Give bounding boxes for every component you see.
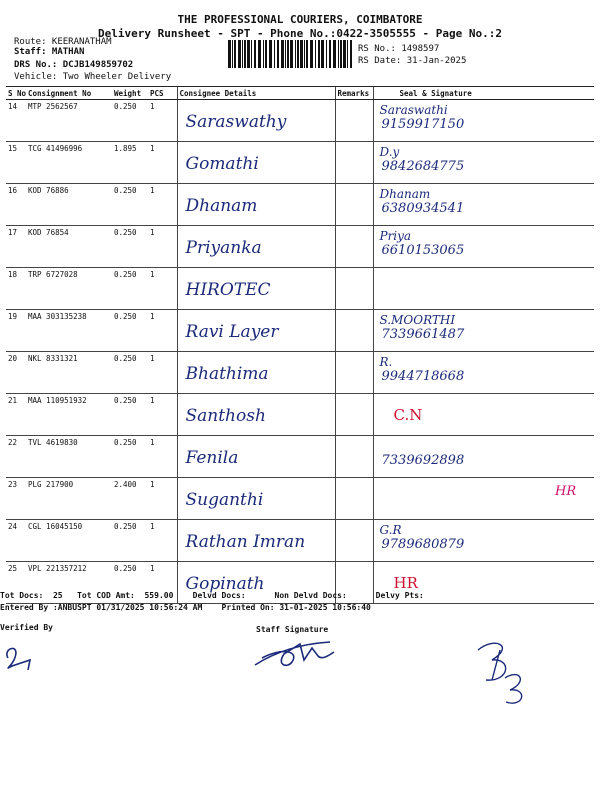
footer-signatures bbox=[0, 630, 600, 710]
row-pcs: 1 bbox=[148, 478, 177, 520]
row-consignee bbox=[177, 268, 335, 310]
row-pcs: 1 bbox=[148, 436, 177, 478]
row-remarks bbox=[335, 520, 373, 562]
row-consignee bbox=[177, 142, 335, 184]
row-weight: 0.250 bbox=[112, 394, 148, 436]
barcode-bar bbox=[238, 40, 241, 68]
barcode-bar bbox=[347, 40, 348, 68]
row-weight: 0.250 bbox=[112, 268, 148, 310]
col-header-weight: Weight bbox=[112, 87, 148, 100]
rs-date: RS Date: 31-Jan-2025 bbox=[358, 56, 467, 66]
row-signature bbox=[373, 310, 594, 352]
barcode-bar bbox=[263, 40, 264, 68]
signature-phone: 6380934541 bbox=[381, 201, 465, 216]
row-weight: 0.250 bbox=[112, 352, 148, 394]
signature-name: HR bbox=[393, 574, 418, 592]
verified-signature bbox=[7, 648, 30, 670]
row-sno: 24 bbox=[6, 520, 26, 562]
table-row bbox=[6, 268, 594, 310]
row-weight: 1.895 bbox=[112, 142, 148, 184]
barcode-bar bbox=[285, 40, 286, 68]
row-consignee bbox=[177, 394, 335, 436]
row-pcs: 1 bbox=[148, 268, 177, 310]
consignee-handwriting: Saraswathy bbox=[185, 112, 287, 132]
row-sno: 15 bbox=[6, 142, 26, 184]
staff-signature-label: Staff Signature bbox=[256, 625, 329, 634]
barcode-bar bbox=[254, 40, 256, 68]
barcode-bar bbox=[258, 40, 261, 68]
barcode-bar bbox=[265, 40, 267, 68]
consignee-handwriting: Gopinath bbox=[185, 574, 265, 594]
table-row bbox=[6, 100, 594, 142]
row-consignment-no: KOD 76886 bbox=[26, 184, 112, 226]
barcode-bar bbox=[232, 40, 233, 68]
row-remarks bbox=[335, 352, 373, 394]
drs-number: DRS No.: DCJB149859702 bbox=[14, 60, 134, 70]
row-signature bbox=[373, 100, 594, 142]
col-header-sno: S No bbox=[8, 88, 27, 98]
verified-by-label: Verified By bbox=[0, 623, 53, 632]
row-signature bbox=[373, 226, 594, 268]
barcode-bar bbox=[340, 40, 342, 68]
vehicle-label: Vehicle: Two Wheeler Delivery bbox=[14, 72, 172, 82]
entered-by-line: Entered By :ANBUSPT 01/31/2025 10:56:24 AM Printed On: 31-01-2025 10:56:40 bbox=[0, 603, 371, 612]
consignee-handwriting: Dhanam bbox=[185, 196, 258, 216]
row-weight: 0.250 bbox=[112, 562, 148, 604]
row-sno: 25 bbox=[6, 562, 26, 604]
col-header-pcs: PCS bbox=[148, 87, 177, 100]
barcode-bar bbox=[234, 40, 236, 68]
row-weight: 2.400 bbox=[112, 478, 148, 520]
signature-name: Saraswathi bbox=[379, 103, 448, 117]
runsheet-title: Delivery Runsheet - SPT - Phone No.:0422-3505555 - Page No.:2 bbox=[98, 27, 502, 40]
totals-line: Tot Docs: 25 Tot COD Amt: 559.00 Delvd Docs: Non Delvd Docs: Delvy Pts: bbox=[0, 591, 424, 600]
signature-name: D.y bbox=[379, 145, 400, 159]
barcode-bar bbox=[333, 40, 336, 68]
row-consignee bbox=[177, 226, 335, 268]
signature-name: G.R bbox=[379, 523, 402, 537]
signature-phone: 9159917150 bbox=[381, 117, 465, 132]
table-row bbox=[6, 310, 594, 352]
signature-phone: 9789680879 bbox=[381, 537, 465, 552]
row-remarks bbox=[335, 268, 373, 310]
row-remarks bbox=[335, 394, 373, 436]
row-pcs: 1 bbox=[148, 562, 177, 604]
route-label: Route: KEERANATHAM bbox=[14, 37, 112, 47]
row-consignee bbox=[177, 352, 335, 394]
page-mark-3by3 bbox=[478, 643, 522, 703]
staff-signature bbox=[255, 642, 334, 665]
row-signature bbox=[373, 268, 594, 310]
barcode-bar bbox=[295, 40, 296, 68]
consignee-handwriting: HIROTEC bbox=[185, 280, 271, 300]
row-signature bbox=[373, 520, 594, 562]
barcode-bar bbox=[247, 40, 250, 68]
col-header-remarks: Remarks bbox=[335, 87, 373, 100]
consignee-handwriting: Rathan Imran bbox=[185, 532, 306, 552]
barcode-bar bbox=[321, 40, 324, 68]
row-consignment-no: MAA 303135238 bbox=[26, 310, 112, 352]
consignee-handwriting: Bhathima bbox=[185, 364, 269, 384]
table-row bbox=[6, 394, 594, 436]
row-remarks bbox=[335, 184, 373, 226]
row-signature bbox=[373, 142, 594, 184]
barcode-bar bbox=[269, 40, 272, 68]
row-remarks bbox=[335, 478, 373, 520]
table-row bbox=[6, 352, 594, 394]
row-remarks bbox=[335, 100, 373, 142]
barcode-bar bbox=[228, 40, 231, 68]
row-consignment-no: NKL 8331321 bbox=[26, 352, 112, 394]
barcode-bar bbox=[315, 40, 316, 68]
row-signature bbox=[373, 352, 594, 394]
barcode-bar bbox=[318, 40, 320, 68]
signature-phone: 7339692898 bbox=[381, 453, 465, 468]
runsheet-table bbox=[6, 86, 594, 604]
barcode-bar bbox=[304, 40, 305, 68]
col-header-seal-signature: Seal & Signature bbox=[373, 87, 594, 100]
row-consignee bbox=[177, 436, 335, 478]
row-weight: 0.250 bbox=[112, 520, 148, 562]
row-consignment-no: TVL 4619830 bbox=[26, 436, 112, 478]
row-remarks bbox=[335, 310, 373, 352]
row-consignment-no: KOD 76854 bbox=[26, 226, 112, 268]
row-consignee bbox=[177, 478, 335, 520]
row-weight: 0.250 bbox=[112, 184, 148, 226]
row-consignee bbox=[177, 520, 335, 562]
barcode-bar bbox=[287, 40, 289, 68]
signature-phone: 9842684775 bbox=[381, 159, 465, 174]
row-consignment-no: CGL 16045150 bbox=[26, 520, 112, 562]
signature-phone: 6610153065 bbox=[381, 243, 465, 258]
consignee-handwriting: Ravi Layer bbox=[185, 322, 279, 342]
table-row bbox=[6, 478, 594, 520]
barcode-bar bbox=[274, 40, 275, 68]
signature-phone: 9944718668 bbox=[381, 369, 465, 384]
barcode-bar bbox=[242, 40, 243, 68]
barcode-bar bbox=[277, 40, 279, 68]
row-sno: 14 bbox=[6, 100, 26, 142]
row-weight: 0.250 bbox=[112, 310, 148, 352]
table-row bbox=[6, 520, 594, 562]
row-weight: 0.250 bbox=[112, 226, 148, 268]
row-sno: 19 bbox=[6, 310, 26, 352]
row-pcs: 1 bbox=[148, 226, 177, 268]
row-pcs: 1 bbox=[148, 142, 177, 184]
signature-name: C.N bbox=[393, 406, 423, 424]
consignee-handwriting: Santhosh bbox=[185, 406, 266, 426]
row-consignee bbox=[177, 100, 335, 142]
barcode bbox=[228, 40, 353, 68]
row-pcs: 1 bbox=[148, 184, 177, 226]
row-sno: 17 bbox=[6, 226, 26, 268]
row-consignment-no: MAA 110951932 bbox=[26, 394, 112, 436]
row-remarks bbox=[335, 142, 373, 184]
row-signature bbox=[373, 184, 594, 226]
row-consignment-no: VPL 221357212 bbox=[26, 562, 112, 604]
table-row bbox=[6, 436, 594, 478]
barcode-bar bbox=[306, 40, 308, 68]
barcode-bar bbox=[329, 40, 331, 68]
table-row bbox=[6, 142, 594, 184]
row-consignee bbox=[177, 184, 335, 226]
col-header-consignee: Consignee Details bbox=[177, 87, 335, 100]
company-name: THE PROFESSIONAL COURIERS, COIMBATORE bbox=[177, 13, 423, 26]
row-sno: 23 bbox=[6, 478, 26, 520]
consignee-handwriting: Fenila bbox=[185, 448, 239, 468]
signature-phone: 7339661487 bbox=[381, 327, 465, 342]
row-pcs: 1 bbox=[148, 100, 177, 142]
row-pcs: 1 bbox=[148, 394, 177, 436]
row-consignment-no: TCG 41496996 bbox=[26, 142, 112, 184]
barcode-bar bbox=[310, 40, 313, 68]
table-header-row bbox=[6, 87, 594, 100]
row-consignment-no: MTP 2562567 bbox=[26, 100, 112, 142]
row-sno: 16 bbox=[6, 184, 26, 226]
row-sno: 20 bbox=[6, 352, 26, 394]
signature-name: S.MOORTHI bbox=[379, 313, 456, 327]
barcode-bar bbox=[244, 40, 246, 68]
table-row bbox=[6, 226, 594, 268]
row-sno: 18 bbox=[6, 268, 26, 310]
col-header-consignment: Consignment No bbox=[26, 87, 112, 100]
row-weight: 0.250 bbox=[112, 436, 148, 478]
rs-number: RS No.: 1498597 bbox=[358, 44, 440, 54]
consignee-handwriting: Priyanka bbox=[185, 238, 262, 258]
row-sno: 22 bbox=[6, 436, 26, 478]
table-row bbox=[6, 184, 594, 226]
row-sno: 21 bbox=[6, 394, 26, 436]
signature-name: R. bbox=[379, 355, 393, 369]
row-pcs: 1 bbox=[148, 352, 177, 394]
barcode-bar bbox=[281, 40, 284, 68]
row-signature bbox=[373, 436, 594, 478]
barcode-bar bbox=[251, 40, 252, 68]
consignee-handwriting: Suganthi bbox=[185, 490, 264, 510]
hr-mark: HR bbox=[555, 484, 577, 499]
barcode-bar bbox=[326, 40, 327, 68]
barcode-bar bbox=[290, 40, 293, 68]
barcode-bar bbox=[350, 40, 352, 68]
barcode-bar bbox=[343, 40, 346, 68]
row-pcs: 1 bbox=[148, 520, 177, 562]
staff-label: Staff: MATHAN bbox=[14, 47, 85, 57]
signature-name: Priya bbox=[379, 229, 412, 243]
row-remarks bbox=[335, 436, 373, 478]
row-weight: 0.250 bbox=[112, 100, 148, 142]
barcode-bar bbox=[338, 40, 339, 68]
barcode-bar bbox=[297, 40, 299, 68]
row-pcs: 1 bbox=[148, 310, 177, 352]
barcode-bar bbox=[300, 40, 303, 68]
signature-name: Dhanam bbox=[379, 187, 431, 201]
row-signature bbox=[373, 394, 594, 436]
row-consignment-no: TRP 6727028 bbox=[26, 268, 112, 310]
row-remarks bbox=[335, 226, 373, 268]
row-consignment-no: PLG 217900 bbox=[26, 478, 112, 520]
consignee-handwriting: Gomathi bbox=[185, 154, 259, 174]
row-consignee bbox=[177, 310, 335, 352]
